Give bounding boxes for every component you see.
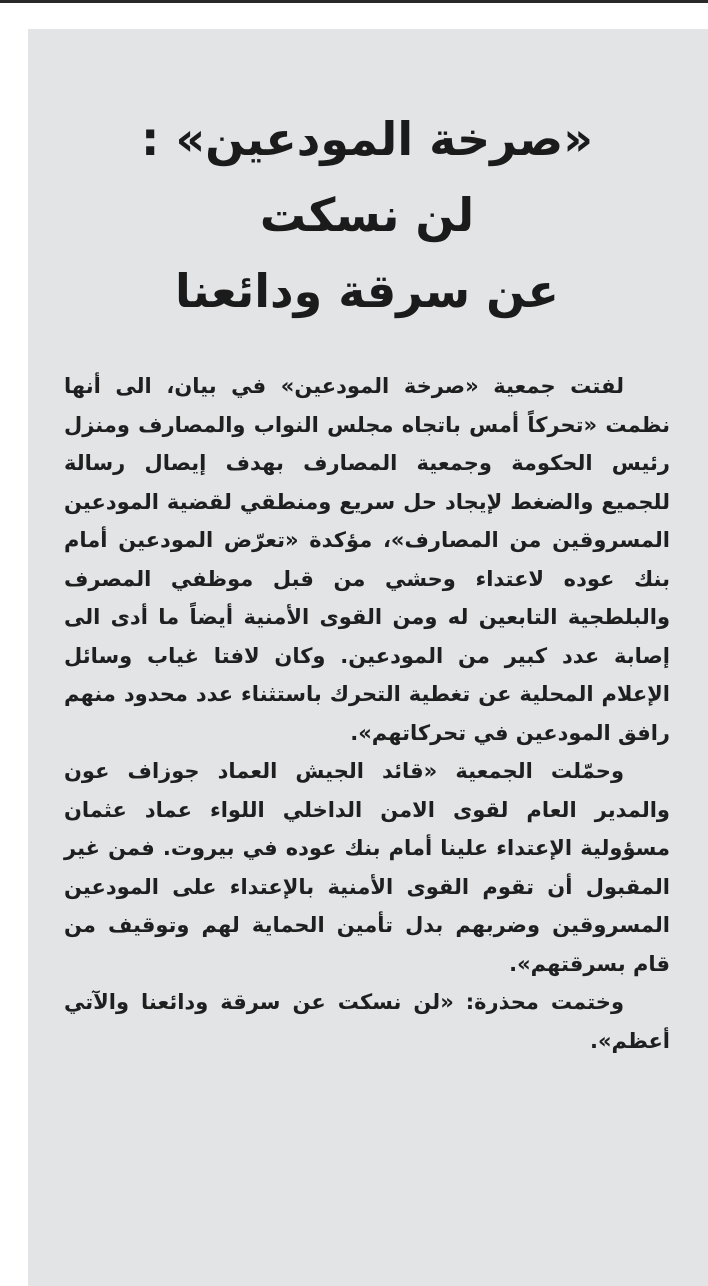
article-body: [64, 367, 670, 1060]
article-box: [28, 29, 708, 1286]
headline-line-1: «صرخة المودعين» :: [141, 112, 593, 166]
headline-line-2: لن نسكت: [259, 188, 475, 242]
headline-line-3: عن سرقة ودائعنا: [175, 264, 559, 318]
headline: [64, 29, 670, 329]
top-rule: [0, 0, 708, 3]
paragraph-2: وحمّلت الجمعية «قائد الجيش العماد جوزاف عون والمدير العام لقوى الامن الداخلي اللواء عماد عثمان مسؤولية الإعتداء علينا أمام بنك عوده في بيروت. فمن غير المقبول أن تقوم القوى الأمنية بالإعتداء على المودعين المسروقين وضربهم بدل تأمين الحماية لهم وتوقيف من قام بسرقتهم».: [64, 759, 670, 976]
paragraph-1: لفتت جمعية «صرخة المودعين» في بيان، الى أنها نظمت «تحركاً أمس باتجاه مجلس النواب والمصارف ومنزل رئيس الحكومة وجمعية المصارف بهدف إيصال رسالة للجميع والضغط لإيجاد حل سريع ومنطقي لقضية المودعين المسروقين من المصارف»، مؤكدة «تعرّض المودعين أمام بنك عوده لاعتداء وحشي من قبل موظفي المصرف والبلطجية التابعين له ومن القوى الأمنية أيضاً ما أدى الى إصابة عدد كبير من المودعين. وكان لافتا غياب وسائل الإعلام المحلية عن تغطية التحرك باستثناء عدد محدود منهم رافق المودعين في تحركاتهم».: [64, 374, 670, 745]
paragraph-3: وختمت محذرة: «لن نسكت عن سرقة ودائعنا والآتي أعظم».: [64, 990, 670, 1053]
